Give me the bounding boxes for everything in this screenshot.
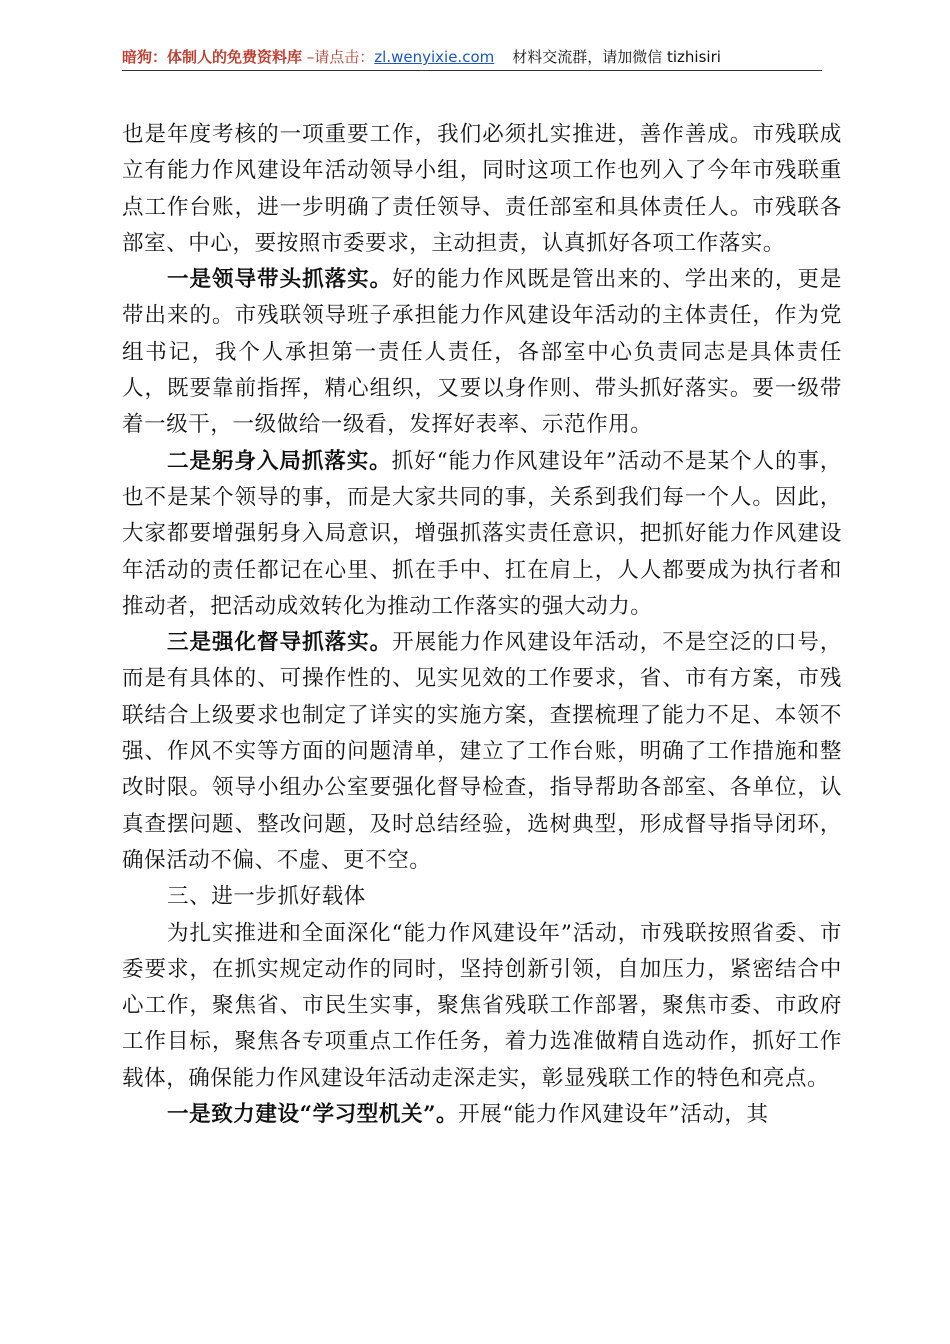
header-divider — [122, 70, 822, 71]
paragraph-heading: 一是致力建设“学习型机关”。 — [167, 1102, 459, 1128]
paragraph-text: 抓好“能力作风建设年”活动不是某个人的事，也不是某个领导的事，而是大家共同的事，关系到我们每一个人。因此，大家都要增强躬身入局意识，增强抓落实责任意识，把抓好能力作风建设年活动的责任都记在心里、抓在手中、扛在肩上，人人都要成为执行者和推动者，把活动成效转化为推动工作落实的强大动力。 — [122, 448, 842, 619]
paragraph-participation — [122, 444, 842, 625]
header-brand: 暗狗：体制人的免费资料库 — [122, 48, 303, 66]
paragraph-text: 开展“能力作风建设年”活动，其 — [458, 1102, 769, 1128]
document-body — [122, 117, 842, 1133]
header-link[interactable]: zl.wenyixie.com — [374, 48, 495, 66]
paragraph-heading: 三是强化督导抓落实。 — [167, 630, 393, 656]
header-prompt: –请点击： — [302, 48, 375, 66]
paragraph-learning-organization — [122, 1097, 842, 1133]
paragraph-supervision — [122, 625, 842, 879]
section-heading — [122, 879, 842, 915]
paragraph-continuation — [122, 117, 842, 262]
paragraph-leadership — [122, 262, 842, 443]
paragraph-text: 也是年度考核的一项重要工作，我们必须扎实推进，善作善成。市残联成立有能力作风建设年活动领导小组，同时这项工作也列入了今年市残联重点工作台账，进一步明确了责任领导、责任部室和具体责任人。市残联各部室、中心，要按照市委要求，主动担责，认真抓好各项工作落实。 — [122, 122, 842, 256]
header-contact: 材料交流群，请加微信 tizhisiri — [512, 48, 721, 66]
page-header — [122, 46, 822, 72]
paragraph-section-intro — [122, 916, 842, 1097]
paragraph-heading: 二是躬身入局抓落实。 — [167, 448, 392, 474]
section-heading-text: 三、进一步抓好载体 — [167, 884, 366, 910]
paragraph-text: 好的能力作风既是管出来的、学出来的，更是带出来的。市残联领导班子承担能力作风建设年活动的主体责任，作为党组书记，我个人承担第一责任人责任，各部室中心负责同志是具体责任人，既要靠前指挥，精心组织，又要以身作则、带头抓好落实。要一级带着一级干，一级做给一级看，发挥好表率、示范作用。 — [122, 267, 842, 438]
paragraph-text: 开展能力作风建设年活动，不是空泛的口号，而是有具体的、可操作性的、见实见效的工作要求，省、市有方案，市残联结合上级要求也制定了详实的实施方案，查摆梳理了能力不足、本领不强、作风不实等方面的问题清单，建立了工作台账，明确了工作措施和整改时限。领导小组办公室要强化督导检查，指导帮助各部室、各单位，认真查摆问题、整改问题，及时总结经验，选树典型，形成督导指导闭环，确保活动不偏、不虚、更不空。 — [122, 630, 842, 873]
paragraph-text: 为扎实推进和全面深化“能力作风建设年”活动，市残联按照省委、市委要求，在抓实规定动作的同时，坚持创新引领，自加压力，紧密结合中心工作，聚焦省、市民生实事，聚焦省残联工作部署，聚焦市委、市政府工作目标，聚焦各专项重点工作任务，着力选准做精自选动作，抓好工作载体，确保能力作风建设年活动走深走实，彰显残联工作的特色和亮点。 — [122, 920, 842, 1091]
paragraph-heading: 一是领导带头抓落实。 — [167, 267, 393, 293]
